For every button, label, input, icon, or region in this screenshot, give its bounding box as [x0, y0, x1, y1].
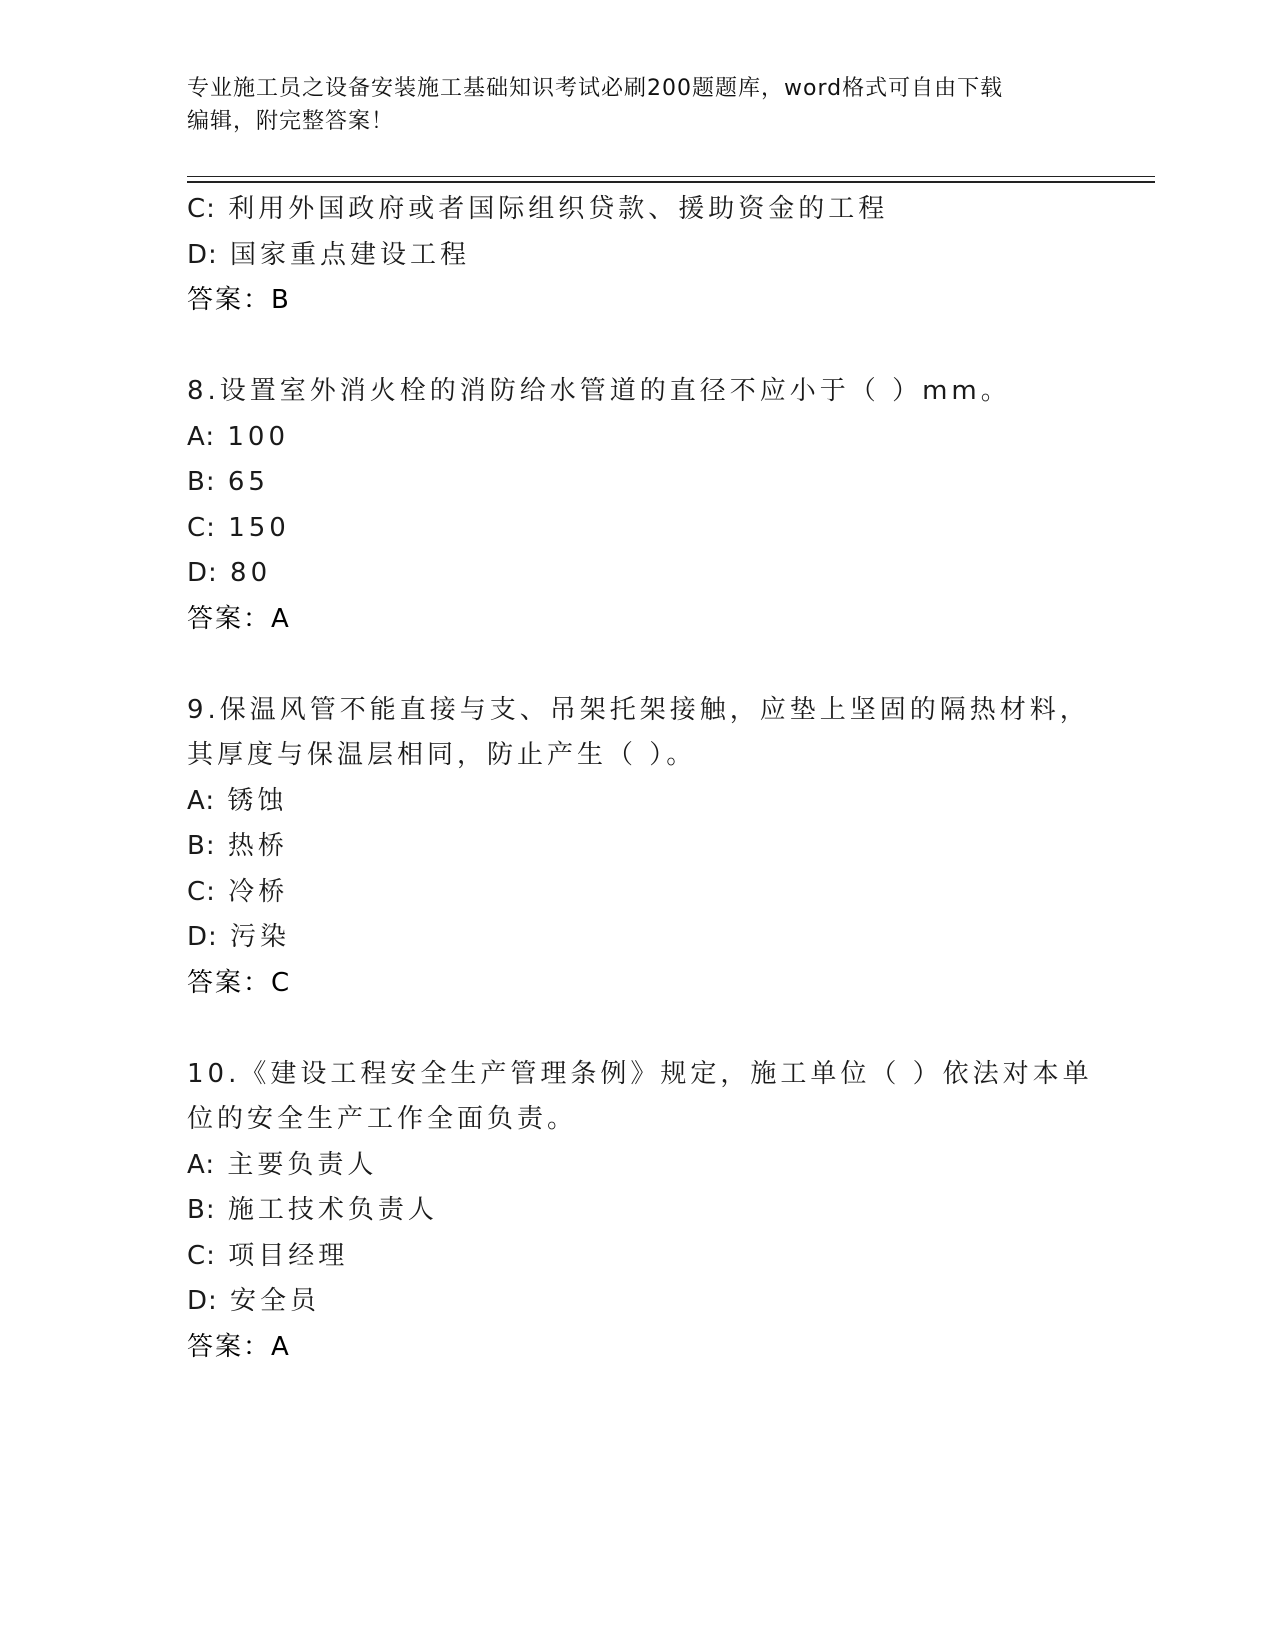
spacer [187, 642, 1087, 688]
option-b: B: 施工技术负责人 [187, 1195, 438, 1225]
option-a: A: 100 [187, 421, 289, 452]
question-block [187, 369, 1087, 642]
option-b: B: 65 [187, 467, 269, 497]
option-c: C: 利用外国政府或者国际组织贷款、援助资金的工程 [187, 194, 889, 224]
spacer [187, 1006, 1087, 1052]
question-text: 8.设置室外消火栓的消防给水管道的直径不应小于（ ）mm。 [187, 376, 1011, 406]
answer-line: 答案：C [187, 967, 292, 998]
option-d: D: 污染 [187, 922, 291, 952]
answer-line: 答案：A [187, 603, 291, 634]
option-c: C: 项目经理 [187, 1240, 349, 1271]
option-a: A: 锈蚀 [187, 785, 288, 816]
option-c: C: 冷桥 [187, 876, 289, 907]
option-d: D: 80 [187, 558, 272, 588]
question-block [187, 688, 1090, 1007]
question-text-line-1: 9.保温风管不能直接与支、吊架托架接触，应垫上坚固的隔热材料， [187, 694, 1090, 725]
question-text-line-2: 其厚度与保温层相同，防止产生（ ）。 [187, 740, 697, 770]
answer-line: 答案：A [187, 1331, 291, 1362]
question-list [187, 187, 1093, 1370]
question-block [187, 1052, 1093, 1371]
option-d: D: 安全员 [187, 1286, 321, 1316]
document-header [187, 72, 1087, 138]
header-rule-thick [187, 181, 1155, 183]
header-line-2: 编辑，附完整答案！ [187, 109, 395, 134]
spacer [187, 324, 1087, 370]
option-a: A: 主要负责人 [187, 1149, 378, 1180]
question-block [187, 187, 1087, 324]
option-b: B: 热桥 [187, 831, 288, 861]
option-d: D: 国家重点建设工程 [187, 239, 471, 270]
question-text-line-1: 10.《建设工程安全生产管理条例》规定，施工单位（ ）依法对本单 [187, 1058, 1093, 1089]
option-c: C: 150 [187, 512, 290, 543]
header-line-1: 专业施工员之设备安装施工基础知识考试必刷200题题库，word格式可自由下载 [187, 76, 1004, 101]
answer-line: 答案：B [187, 285, 291, 315]
question-text-line-2: 位的安全生产工作全面负责。 [187, 1104, 578, 1134]
header-rule-thin [187, 176, 1155, 177]
